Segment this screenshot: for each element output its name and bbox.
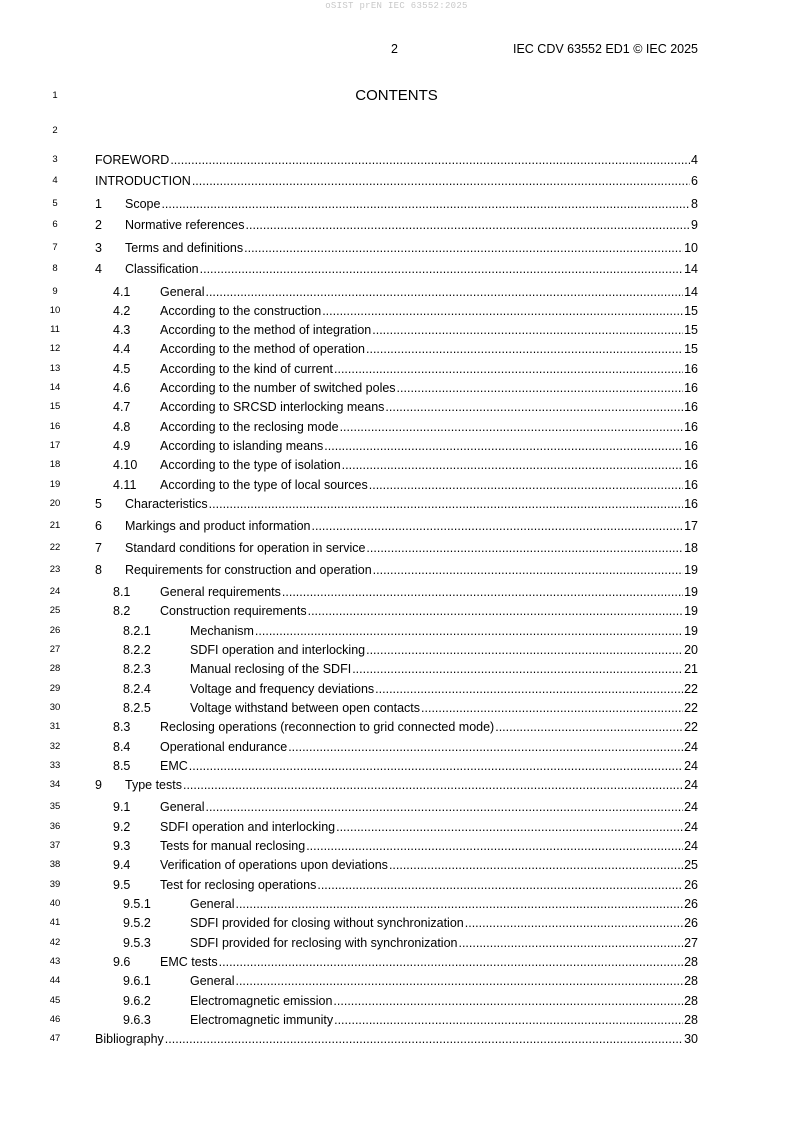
dot-leader	[282, 583, 683, 601]
dot-leader	[244, 239, 683, 257]
toc-entry-title: Manual reclosing of the SDFI	[190, 662, 352, 676]
toc-entry-title: INTRODUCTION	[95, 174, 191, 188]
toc-page-number: 15	[684, 304, 698, 318]
toc-entry[interactable]	[123, 699, 698, 717]
contents-title: CONTENTS	[355, 87, 438, 104]
dot-leader	[306, 837, 683, 855]
toc-entry[interactable]	[123, 914, 698, 932]
toc-page-number: 19	[684, 604, 698, 618]
dot-leader	[200, 260, 683, 278]
toc-entry-title: SDFI provided for reclosing with synchronization	[190, 936, 458, 950]
toc-section-number: 8.5	[113, 759, 131, 773]
toc-page-number: 4	[691, 153, 698, 167]
line-number: 18	[49, 459, 61, 470]
toc-page-number: 10	[684, 241, 698, 255]
toc-page-number: 14	[684, 262, 698, 276]
toc-entry[interactable]	[113, 818, 698, 836]
toc-page-number: 17	[684, 519, 698, 533]
toc-entry[interactable]	[113, 476, 698, 494]
toc-entry-title: General	[160, 285, 205, 299]
line-number: 13	[49, 363, 61, 374]
line-number: 9	[52, 286, 58, 297]
toc-section-number: 9.6.2	[123, 994, 151, 1008]
toc-entry-title: Electromagnetic emission	[190, 994, 333, 1008]
toc-entry-title: According to the number of switched poles	[160, 381, 396, 395]
toc-entry-title: According to islanding means	[160, 439, 324, 453]
dot-leader	[458, 934, 683, 952]
dot-leader	[192, 172, 690, 190]
toc-section-number: 9.1	[113, 800, 131, 814]
toc-entry[interactable]	[113, 360, 698, 378]
line-number: 34	[49, 779, 61, 790]
line-number: 29	[49, 683, 61, 694]
toc-entry-title: According to SRCSD interlocking means	[160, 400, 385, 414]
toc-entry[interactable]	[95, 561, 698, 579]
toc-entry[interactable]	[113, 953, 698, 971]
toc-entry[interactable]	[123, 641, 698, 659]
toc-entry[interactable]	[113, 837, 698, 855]
toc-page-number: 16	[684, 381, 698, 395]
toc-entry[interactable]	[123, 895, 698, 913]
toc-section-number: 9.5.1	[123, 897, 151, 911]
toc-entry[interactable]	[95, 517, 698, 535]
toc-entry-title: EMC	[160, 759, 188, 773]
toc-page-number: 8	[691, 197, 698, 211]
dot-leader	[333, 992, 683, 1010]
toc-page-number: 24	[684, 740, 698, 754]
line-number: 11	[50, 324, 60, 335]
toc-section-number: 4.4	[113, 342, 131, 356]
line-number: 21	[49, 520, 61, 531]
line-number: 32	[49, 741, 61, 752]
toc-page-number: 28	[684, 1013, 698, 1027]
toc-section-number: 9	[95, 778, 102, 792]
toc-entry[interactable]	[113, 398, 698, 416]
dot-leader	[342, 456, 683, 474]
toc-entry-title: Characteristics	[125, 497, 208, 511]
toc-page-number: 24	[684, 778, 698, 792]
line-number: 5	[52, 198, 58, 209]
toc-page-number: 30	[684, 1032, 698, 1046]
line-number: 20	[49, 498, 61, 509]
line-number: 24	[49, 586, 61, 597]
toc-entry[interactable]	[113, 856, 698, 874]
toc-entry[interactable]	[123, 660, 698, 678]
dot-leader	[421, 699, 683, 717]
dot-leader	[235, 972, 683, 990]
dot-leader	[219, 953, 683, 971]
dot-leader	[336, 818, 683, 836]
toc-section-number: 1	[95, 197, 102, 211]
line-number: 37	[49, 840, 61, 851]
toc-section-number: 9.2	[113, 820, 131, 834]
toc-section-number: 9.6	[113, 955, 131, 969]
toc-page-number: 14	[684, 285, 698, 299]
toc-page-number: 19	[684, 585, 698, 599]
dot-leader	[340, 418, 684, 436]
toc-section-number: 4.1	[113, 285, 131, 299]
watermark: oSIST prEN IEC 63552:2025	[325, 1, 468, 11]
toc-section-number: 4.9	[113, 439, 131, 453]
toc-entry-title: SDFI provided for closing without synchronization	[190, 916, 464, 930]
toc-entry-title: Electromagnetic immunity	[190, 1013, 334, 1027]
toc-entry-title: General requirements	[160, 585, 281, 599]
line-number: 40	[49, 898, 61, 909]
toc-page-number: 16	[684, 420, 698, 434]
dot-leader	[161, 195, 690, 213]
toc-entry-title: Operational endurance	[160, 740, 288, 754]
line-number: 8	[52, 263, 58, 274]
toc-entry-title: According to the kind of current	[160, 362, 334, 376]
toc-section-number: 8.2.2	[123, 643, 151, 657]
line-number: 17	[49, 440, 61, 451]
toc-entry-title: Terms and definitions	[125, 241, 244, 255]
toc-section-number: 9.3	[113, 839, 131, 853]
line-number: 2	[52, 125, 58, 136]
dot-leader	[389, 856, 683, 874]
toc-entry-title: Standard conditions for operation in service	[125, 541, 366, 555]
line-number: 39	[49, 879, 61, 890]
toc-section-number: 8.2.3	[123, 662, 151, 676]
toc-entry-title: Bibliography	[95, 1032, 164, 1046]
toc-page-number: 24	[684, 820, 698, 834]
dot-leader	[308, 602, 683, 620]
toc-page-number: 20	[684, 643, 698, 657]
toc-page-number: 25	[684, 858, 698, 872]
line-number: 27	[49, 644, 61, 655]
toc-entry-title: Type tests	[125, 778, 182, 792]
toc-section-number: 4.5	[113, 362, 131, 376]
toc-page-number: 16	[684, 400, 698, 414]
toc-section-number: 8.3	[113, 720, 131, 734]
toc-entry-title: Verification of operations upon deviations	[160, 858, 388, 872]
toc-entry[interactable]	[95, 495, 698, 513]
toc-section-number: 8.2.4	[123, 682, 151, 696]
line-number: 46	[49, 1014, 61, 1025]
toc-page-number: 22	[684, 682, 698, 696]
toc-section-number: 4.11	[113, 478, 137, 492]
toc-section-number: 3	[95, 241, 102, 255]
toc-entry[interactable]	[95, 151, 698, 169]
toc-section-number: 5	[95, 497, 102, 511]
toc-entry[interactable]	[113, 718, 698, 736]
toc-page-number: 22	[684, 701, 698, 715]
toc-entry-title: Reclosing operations (reconnection to grid connected mode)	[160, 720, 495, 734]
toc-page-number: 28	[684, 994, 698, 1008]
dot-leader	[366, 539, 683, 557]
toc-entry[interactable]	[95, 1030, 698, 1048]
toc-section-number: 9.5.3	[123, 936, 151, 950]
dot-leader	[246, 216, 691, 234]
toc-section-number: 8.1	[113, 585, 131, 599]
dot-leader	[165, 1030, 683, 1048]
line-number: 36	[49, 821, 61, 832]
toc-entry-title: According to the construction	[160, 304, 322, 318]
toc-section-number: 2	[95, 218, 102, 232]
dot-leader	[397, 379, 684, 397]
toc-entry[interactable]	[123, 622, 698, 640]
line-number: 16	[49, 421, 61, 432]
toc-entry[interactable]	[113, 583, 698, 601]
line-number: 43	[49, 956, 61, 967]
toc-entry-title: Scope	[125, 197, 161, 211]
toc-entry-title: Mechanism	[190, 624, 254, 638]
line-number: 10	[49, 305, 61, 316]
toc-entry-title: Requirements for construction and operation	[125, 563, 372, 577]
toc-section-number: 4.8	[113, 420, 131, 434]
toc-entry-title: Normative references	[125, 218, 245, 232]
toc-entry[interactable]	[113, 876, 698, 894]
toc-section-number: 9.6.1	[123, 974, 151, 988]
toc-entry[interactable]	[95, 216, 698, 234]
toc-entry[interactable]	[95, 539, 698, 557]
toc-entry[interactable]	[113, 379, 698, 397]
toc-entry[interactable]	[113, 283, 698, 301]
line-number: 45	[49, 995, 61, 1006]
line-number: 42	[49, 937, 61, 948]
toc-section-number: 4.3	[113, 323, 131, 337]
toc-page-number: 21	[684, 662, 698, 676]
toc-page-number: 15	[684, 323, 698, 337]
dot-leader	[205, 798, 683, 816]
line-number: 44	[49, 975, 61, 986]
page-number: 2	[391, 42, 398, 56]
dot-leader	[465, 914, 683, 932]
toc-page-number: 26	[684, 916, 698, 930]
toc-entry-title: Classification	[125, 262, 199, 276]
dot-leader	[255, 622, 683, 640]
toc-page-number: 16	[684, 439, 698, 453]
toc-section-number: 8.4	[113, 740, 131, 754]
toc-section-number: 8.2.5	[123, 701, 151, 715]
line-number: 6	[52, 219, 58, 230]
toc-entry[interactable]	[95, 239, 698, 257]
toc-page-number: 15	[684, 342, 698, 356]
toc-entry-title: According to the method of integration	[160, 323, 372, 337]
line-number: 47	[49, 1033, 61, 1044]
line-number: 4	[52, 175, 58, 186]
toc-entry-title: General	[160, 800, 205, 814]
toc-section-number: 6	[95, 519, 102, 533]
dot-leader	[205, 283, 683, 301]
toc-page-number: 24	[684, 800, 698, 814]
dot-leader	[170, 151, 690, 169]
toc-page-number: 16	[684, 478, 698, 492]
dot-leader	[372, 321, 683, 339]
toc-page-number: 27	[684, 936, 698, 950]
document-reference: IEC CDV 63552 ED1 © IEC 2025	[513, 42, 698, 56]
toc-entry[interactable]	[113, 437, 698, 455]
toc-page-number: 19	[684, 563, 698, 577]
toc-entry[interactable]	[113, 798, 698, 816]
toc-page-number: 6	[691, 174, 698, 188]
dot-leader	[369, 476, 683, 494]
toc-page-number: 19	[684, 624, 698, 638]
toc-entry-title: Construction requirements	[160, 604, 307, 618]
toc-section-number: 7	[95, 541, 102, 555]
toc-page-number: 18	[684, 541, 698, 555]
toc-page-number: 24	[684, 759, 698, 773]
toc-page-number: 28	[684, 955, 698, 969]
line-number: 15	[49, 401, 61, 412]
dot-leader	[495, 718, 683, 736]
dot-leader	[334, 360, 683, 378]
line-number: 25	[49, 605, 61, 616]
toc-entry-title: SDFI operation and interlocking	[190, 643, 366, 657]
toc-entry-title: Markings and product information	[125, 519, 311, 533]
toc-entry[interactable]	[113, 456, 698, 474]
line-number: 41	[49, 917, 61, 928]
toc-entry[interactable]	[113, 418, 698, 436]
dot-leader	[352, 660, 683, 678]
line-number: 31	[49, 721, 61, 732]
dot-leader	[334, 1011, 683, 1029]
line-number: 19	[49, 479, 61, 490]
toc-entry-title: Tests for manual reclosing	[160, 839, 306, 853]
toc-entry[interactable]	[95, 172, 698, 190]
toc-section-number: 8.2.1	[123, 624, 151, 638]
toc-entry-title: General	[190, 897, 235, 911]
toc-section-number: 4.6	[113, 381, 131, 395]
line-number: 30	[49, 702, 61, 713]
toc-entry[interactable]	[113, 340, 698, 358]
dot-leader	[373, 561, 683, 579]
toc-entry-title: SDFI operation and interlocking	[160, 820, 336, 834]
dot-leader	[385, 398, 683, 416]
line-number: 12	[49, 343, 61, 354]
toc-entry-title: General	[190, 974, 235, 988]
line-number: 35	[49, 801, 61, 812]
toc-section-number: 4	[95, 262, 102, 276]
line-number: 23	[49, 564, 61, 575]
toc-section-number: 8.2	[113, 604, 131, 618]
dot-leader	[288, 738, 683, 756]
toc-entry-title: According to the type of isolation	[160, 458, 341, 472]
dot-leader	[235, 895, 683, 913]
dot-leader	[366, 641, 683, 659]
toc-page-number: 9	[691, 218, 698, 232]
dot-leader	[209, 495, 683, 513]
dot-leader	[322, 302, 683, 320]
toc-entry[interactable]	[123, 1011, 698, 1029]
toc-entry[interactable]	[123, 934, 698, 952]
dot-leader	[366, 340, 683, 358]
toc-entry-title: According to the type of local sources	[160, 478, 368, 492]
toc-entry[interactable]	[113, 321, 698, 339]
toc-entry-title: EMC tests	[160, 955, 218, 969]
line-number: 22	[49, 542, 61, 553]
toc-page-number: 28	[684, 974, 698, 988]
toc-entry[interactable]	[95, 260, 698, 278]
dot-leader	[317, 876, 683, 894]
toc-page-number: 16	[684, 497, 698, 511]
toc-entry-title: Test for reclosing operations	[160, 878, 317, 892]
toc-entry[interactable]	[123, 992, 698, 1010]
toc-page-number: 22	[684, 720, 698, 734]
toc-section-number: 4.2	[113, 304, 131, 318]
toc-page-number: 16	[684, 362, 698, 376]
dot-leader	[183, 776, 683, 794]
toc-entry[interactable]	[123, 972, 698, 990]
line-number: 3	[52, 154, 58, 165]
dot-leader	[324, 437, 683, 455]
toc-section-number: 8	[95, 563, 102, 577]
dot-leader	[375, 680, 683, 698]
toc-section-number: 4.7	[113, 400, 131, 414]
toc-entry-title: Voltage withstand between open contacts	[190, 701, 421, 715]
line-number: 14	[49, 382, 61, 393]
toc-section-number: 9.5.2	[123, 916, 151, 930]
toc-page-number: 26	[684, 897, 698, 911]
toc-entry[interactable]	[113, 602, 698, 620]
line-number: 7	[52, 242, 58, 253]
toc-section-number: 9.5	[113, 878, 131, 892]
toc-section-number: 9.6.3	[123, 1013, 151, 1027]
line-number: 28	[49, 663, 61, 674]
toc-page-number: 26	[684, 878, 698, 892]
dot-leader	[312, 517, 684, 535]
toc-entry[interactable]	[113, 302, 698, 320]
toc-section-number: 4.10	[113, 458, 138, 472]
line-number: 33	[49, 760, 61, 771]
toc-entry-title: FOREWORD	[95, 153, 170, 167]
toc-section-number: 9.4	[113, 858, 131, 872]
toc-page-number: 24	[684, 839, 698, 853]
toc-entry-title: According to the reclosing mode	[160, 420, 339, 434]
line-number: 38	[49, 859, 61, 870]
line-number: 1	[52, 90, 58, 101]
toc-entry[interactable]	[113, 757, 698, 775]
toc-entry[interactable]	[123, 680, 698, 698]
toc-entry[interactable]	[95, 776, 698, 794]
toc-entry-title: According to the method of operation	[160, 342, 365, 356]
toc-page-number: 16	[684, 458, 698, 472]
toc-entry[interactable]	[113, 738, 698, 756]
line-number: 26	[49, 625, 61, 636]
dot-leader	[189, 757, 683, 775]
toc-entry-title: Voltage and frequency deviations	[190, 682, 375, 696]
toc-entry[interactable]	[95, 195, 698, 213]
